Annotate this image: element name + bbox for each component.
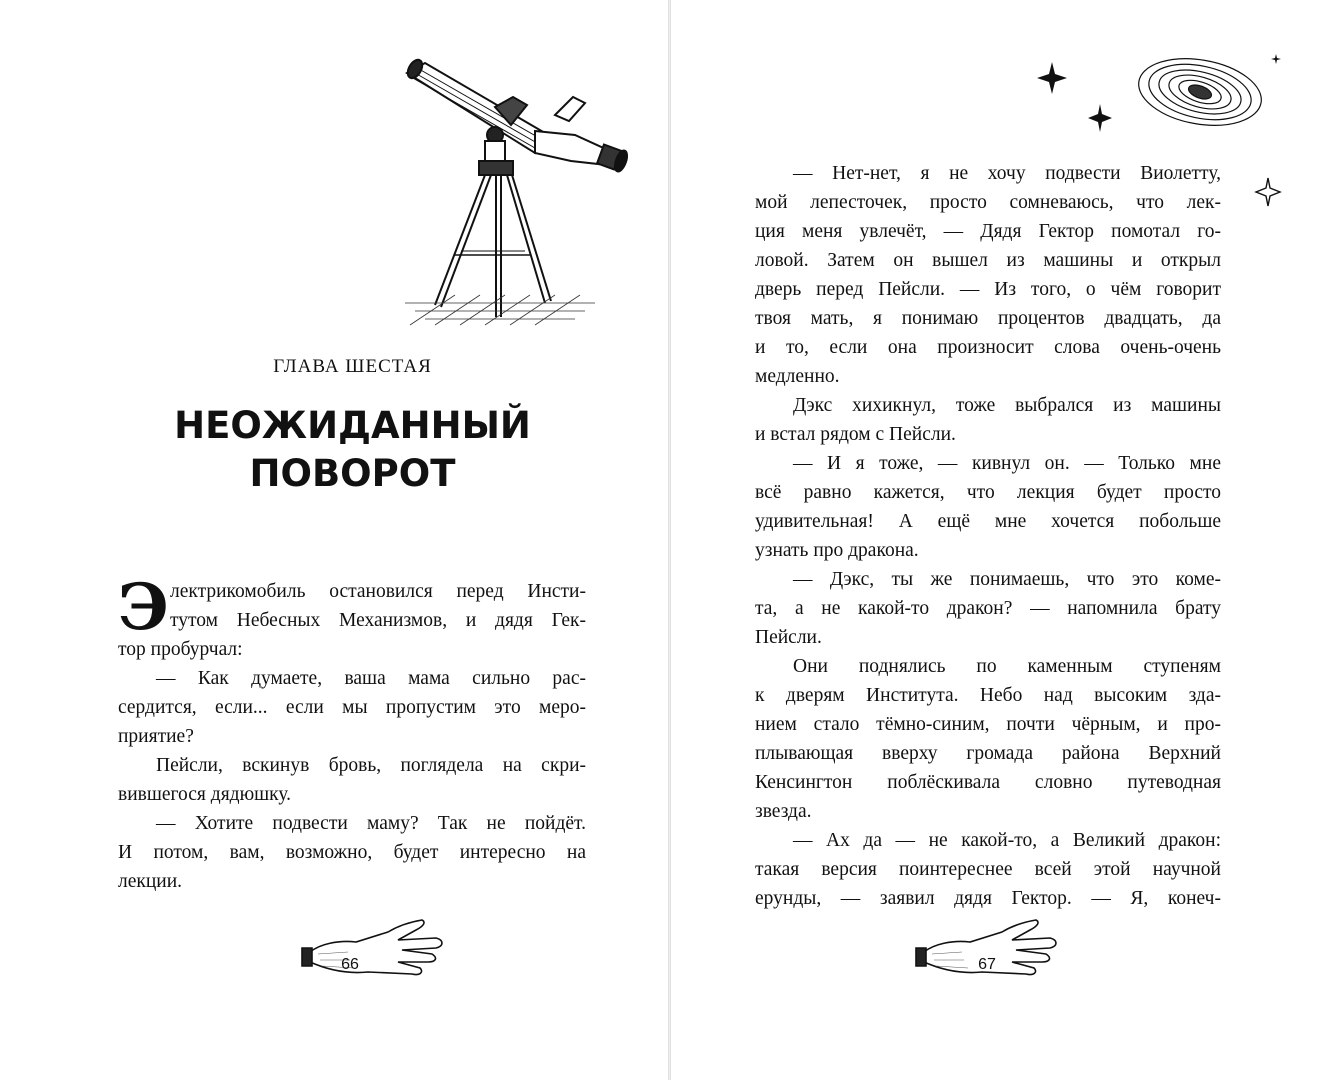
chapter-title-line: НЕОЖИДАННЫЙ	[174, 404, 531, 447]
text-line: приятие?	[118, 726, 194, 747]
text-line: — Как думаете, ваша мама сильно рас-	[156, 668, 586, 689]
text-line: ерунды, — заявил дядя Гектор. — Я, конеч-	[755, 888, 1221, 909]
drop-cap: Э	[118, 570, 169, 645]
left-page	[0, 0, 668, 1080]
text-line: ловой. Затем он вышел из машины и открыл	[755, 250, 1221, 271]
text-line: — Хотите подвести маму? Так не пойдёт.	[156, 813, 586, 834]
left-page-text	[118, 570, 586, 896]
text-line: твоя мать, я понимаю процентов двадцать, да	[755, 308, 1221, 329]
chapter-label: ГЛАВА ШЕСТАЯ	[273, 356, 432, 377]
text-line: Они поднялись по каменным ступеням	[793, 656, 1221, 677]
text-line: Дэкс хихикнул, тоже выбрался из машины	[793, 395, 1221, 416]
text-line: всё равно кажется, что лекция будет просто	[755, 482, 1221, 503]
galaxy-icon	[1133, 50, 1266, 135]
pointing-hand-icon	[298, 918, 448, 980]
page-number: 67	[978, 956, 996, 973]
text-line: — И я тоже, — кивнул он. — Только мне	[793, 453, 1221, 474]
text-line: звезда.	[755, 801, 812, 822]
text-line: удивительная! А ещё мне хочется побольше	[755, 511, 1221, 532]
text-line: к дверям Института. Небо над высоким зда-	[755, 685, 1221, 706]
text-line: тутом Небесных Механизмов, и дядя Гек-	[170, 610, 586, 631]
text-line: — Нет-нет, я не хочу подвести Виолетту,	[793, 163, 1221, 184]
text-line: медленно.	[755, 366, 840, 387]
chapter-title-line: ПОВОРОТ	[249, 452, 456, 495]
chapter-title	[120, 402, 585, 498]
text-line: такая версия поинтереснее всей этой научной	[755, 859, 1221, 880]
text-line: Кенсингтон поблёскивала словно путеводная	[755, 772, 1221, 793]
text-line: и то, если она произносит слова очень-очень	[755, 337, 1221, 358]
text-line: Пейсли, вскинув бровь, поглядела на скри-	[156, 755, 586, 776]
text-line: И потом, вам, возможно, будет интересно на	[118, 842, 586, 863]
text-line: тор пробурчал:	[118, 639, 243, 660]
text-line: нием стало тёмно-синим, почти чёрным, и про-	[755, 714, 1221, 735]
text-line: вившегося дядюшку.	[118, 784, 292, 805]
text-line: ция меня увлечёт, — Дядя Гектор помотал го-	[755, 221, 1221, 242]
text-line: узнать про дракона.	[755, 540, 919, 561]
right-page-text	[755, 159, 1221, 913]
text-line: Пейсли.	[755, 627, 822, 648]
text-line: лектрикомобиль остановился перед Инсти-	[170, 581, 586, 602]
text-line: плывающая вверху громада района Верхний	[755, 743, 1221, 764]
text-line: сердится, если... если мы пропустим это меро-	[118, 697, 586, 718]
text-line: и встал рядом с Пейсли.	[755, 424, 956, 445]
text-line: лекции.	[118, 871, 183, 892]
text-line: мой лепесточек, просто сомневаюсь, что лек-	[755, 192, 1221, 213]
page-number: 66	[341, 956, 359, 973]
text-line: — Дэкс, ты же понимаешь, что это коме-	[793, 569, 1221, 590]
text-line: — Ах да — не какой-то, а Великий дракон:	[793, 830, 1221, 851]
telescope-illustration	[395, 55, 645, 330]
text-line: дверь перед Пейсли. — Из того, о чём говорит	[755, 279, 1221, 300]
text-line: та, а не какой-то дракон? — напомнила брату	[755, 598, 1221, 619]
